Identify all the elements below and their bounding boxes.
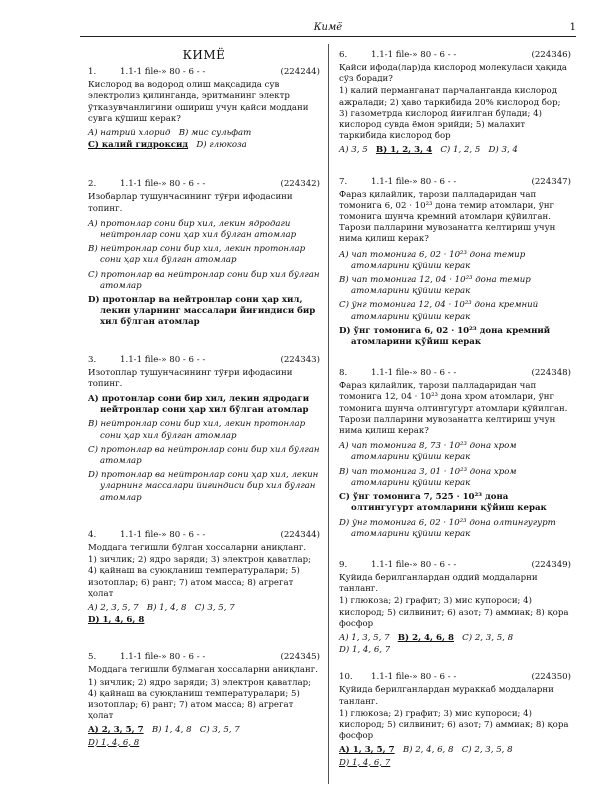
option-b: B) 2, 4, 6, 8: [402, 745, 454, 756]
question-source: 1.1-1 file-» 80 - 6 - -: [371, 50, 457, 60]
question-number: 5.: [88, 652, 97, 663]
option-a: A) натрий хлорид: [88, 128, 171, 139]
question-stem: Қайси ифода(лар)да кислород молекуласи ҳақида сўз боради?: [339, 63, 568, 85]
option-a: A) 2, 3, 5, 7: [88, 725, 144, 736]
option-b: B) чап томонига 12, 04 · 10²³ дона темир атомларини қўйиш керак: [339, 275, 531, 297]
question-number: 8.: [339, 368, 348, 379]
question-items: 1) зичлик; 2) ядро заряди; 3) электрон қаватлар; 4) қайнаш ва суюқланиш температуралари; 5) изотоплар; 6) ранг; 7) атом масса; 8) агрегат ҳолат: [88, 677, 312, 722]
question-source: 1.1-1 file-» 80 - 6 - -: [120, 67, 206, 78]
question-id: (224344): [280, 529, 320, 540]
question-stem: Қуйида берилганлардан мураккаб моддаларни танланг.: [339, 685, 554, 707]
option-d: D) 1, 4, 6, 8: [88, 615, 145, 626]
question-source: 1.1-1 file-» 80 - 6 - -: [371, 368, 457, 379]
question-id: (224346): [531, 50, 571, 60]
question-number: 1.: [88, 67, 97, 78]
question-stem: Изобарлар тушунчасининг тўғри ифодасини топинг.: [88, 192, 293, 214]
option-b: B) 2, 4, 6, 8: [397, 632, 454, 643]
question-id: (224342): [280, 179, 320, 190]
question-id: (224347): [531, 176, 571, 187]
question-stem: Фараз қилайлик, тарози палладаридан чап томонига 12, 04 · 10²³ дона хром атомлари, ўнг томонига шунча олтингугурт атомлари қўйилган. Тарози палларини мувозанатга келтириш учун нима қилиш керак?: [339, 381, 568, 437]
right-column: [339, 50, 571, 769]
option-d: D) 1, 4, 6, 7: [339, 757, 391, 768]
question-source: 1.1-1 file-» 80 - 6 - -: [120, 354, 206, 365]
question-10: [339, 672, 571, 768]
question-id: (224348): [531, 368, 571, 379]
option-a: A) протонлар сони бир хил, лекин ядродаги нейтронлар сони ҳар хил бўлган атомлар: [88, 218, 297, 241]
question-stem: Моддага тегишли бўлмаган хоссаларни аниқланг.: [88, 665, 318, 676]
option-c: C) 3, 5, 7: [194, 602, 235, 613]
option-c: C) ўнг томонига 7, 525 · 10²³ дона олтингугурт атомларини қўйиш керак: [339, 492, 547, 514]
option-a: A) чап томонига 8, 73 · 10²³ дона хром атомларини қўйиш керак: [339, 441, 517, 463]
question-number: 2.: [88, 179, 97, 190]
question-source: 1.1-1 file-» 80 - 6 - -: [120, 652, 206, 663]
option-b: B) мис сульфат: [178, 128, 252, 139]
option-c: C) протонлар ва нейтронлар сони бир хил бўлган атомлар: [88, 269, 320, 291]
option-b: B) нейтронлар сони бир хил, лекин протонлар сони ҳар хил бўлган атомлар: [88, 244, 306, 266]
option-d: D) ўнг томонига 6, 02 · 10²³ дона олтингугурт атомларини қўйиш керак: [339, 517, 556, 539]
option-b: B) нейтронлар сони бир хил, лекин протонлар сони ҳар хил бўлган атомлар: [88, 419, 306, 441]
question-id: (224244): [280, 67, 320, 78]
question-source: 1.1-1 file-» 80 - 6 - -: [371, 559, 457, 570]
option-c: C) 2, 3, 5, 8: [461, 745, 513, 756]
page-header: [80, 22, 576, 37]
left-column: [88, 50, 320, 749]
option-a: A) 2, 3, 5, 7: [88, 602, 139, 613]
option-a: A) 1, 3, 5, 7: [339, 632, 390, 643]
question-number: 3.: [88, 354, 97, 365]
question-items: 1) глюкоза; 2) графит; 3) мис купороси; 4) кислород; 5) силвинит; 6) азот; 7) аммиак; 8) қора фосфор: [339, 708, 569, 742]
question-number: 7.: [339, 176, 348, 187]
question-stem: Кислород ва водород олиш мақсадида сув электролиз қилинганда, эритманинг электр ўтказувчанлигини ошириш учун қайси моддани сувга қўшиш керак?: [88, 80, 309, 124]
question-stem: Қуйида берилганлардан оддий моддаларни танланг.: [339, 572, 538, 595]
option-d: D) 1, 4, 6, 8: [88, 737, 140, 748]
option-d: D) протонлар ва нейтронлар сони ҳар хил, лекин уларнинг массалари йиғиндиси бир хил бўлган атомлар: [88, 470, 319, 503]
option-c: C) 1, 2, 5: [440, 145, 481, 156]
question-6: [339, 50, 571, 157]
question-5: [88, 652, 320, 748]
option-c: C) 2, 3, 5, 8: [462, 632, 514, 643]
option-b: B) 1, 4, 8: [151, 725, 192, 736]
option-c: C) калий гидроксид: [88, 140, 189, 151]
question-1: [88, 67, 320, 151]
question-id: (224345): [280, 652, 320, 663]
question-id: (224343): [280, 354, 320, 365]
question-number: 9.: [339, 559, 348, 570]
column-divider: [328, 44, 329, 784]
question-9: [339, 560, 571, 656]
question-source: 1.1-1 file-» 80 - 6 - -: [371, 176, 457, 187]
question-4: [88, 530, 320, 626]
header-title: Кимё: [313, 22, 343, 33]
question-items: 1) калий перманганат парчаланганда кислород ажралади; 2) ҳаво таркибида 20% кислород бор; 3) газометрда кислород йиғилган бўлади; 4) кислород сувда ёмон эрийди; 5) малахит таркибида кислород бор: [339, 86, 561, 142]
option-b: B) 1, 2, 3, 4: [375, 145, 433, 156]
option-c: C) протонлар ва нейтронлар сони бир хил бўлган атомлар: [88, 444, 320, 467]
option-a: A) 3, 5: [339, 145, 368, 156]
question-number: 4.: [88, 529, 97, 540]
option-d: D) 1, 4, 6, 7: [339, 645, 391, 656]
question-7: [339, 177, 571, 349]
question-items: 1) глюкоза; 2) графит; 3) мис купороси; 4) кислород; 5) силвинит; 6) азот; 7) аммиак; 8) қора фосфор: [339, 596, 569, 629]
option-d: D) ўнг томонига 6, 02 · 10²³ дона кремний атомларини қўйиш керак: [339, 325, 551, 348]
option-c: C) 3, 5, 7: [199, 725, 240, 736]
question-id: (224350): [531, 672, 571, 683]
question-items: 1) зичлик; 2) ядро заряди; 3) электрон қаватлар; 4) қайнаш ва суюқланиш температуралари; 5) изотоплар; 6) ранг; 7) атом масса; 8) агрегат ҳолат: [88, 555, 312, 599]
question-source: 1.1-1 file-» 80 - 6 - -: [120, 529, 206, 540]
question-number: 6.: [339, 50, 348, 60]
option-d: D) протонлар ва нейтронлар сони ҳар хил, лекин уларнинг массалари йиғиндиси бир хил бўлган атомлар: [88, 295, 316, 328]
question-stem: Изотоплар тушунчасининг тўғри ифодасини топинг.: [88, 367, 293, 389]
question-stem: Фараз қилайлик, тарози палладаридан чап томонига 6, 02 · 10²³ дона темир атомлари, ўнг томонига шунча кремний атомлари қўйилган. Тарози палларини мувозанатга келтириш учун нима қилиш керак?: [339, 189, 556, 245]
question-8: [339, 368, 571, 540]
section-title: КИМЁ: [182, 48, 226, 62]
question-3: [88, 355, 320, 504]
question-number: 10.: [339, 672, 353, 683]
question-source: 1.1-1 file-» 80 - 6 - -: [371, 672, 457, 683]
option-a: A) протонлар сони бир хил, лекин ядродаги нейтронлар сони ҳар хил бўлган атомлар: [88, 394, 310, 416]
option-a: A) 1, 3, 5, 7: [339, 745, 395, 756]
option-b: B) 1, 4, 8: [146, 602, 187, 613]
question-2: [88, 179, 320, 328]
option-c: C) ўнг томонига 12, 04 · 10²³ дона кремний атомларини қўйиш керак: [339, 300, 539, 322]
option-d: D) 3, 4: [488, 145, 518, 156]
question-source: 1.1-1 file-» 80 - 6 - -: [120, 179, 206, 190]
option-b: B) чап томонига 3, 01 · 10²³ дона хром атомларини қўйиш керак: [339, 466, 517, 488]
option-d: D) глюкоза: [196, 140, 247, 151]
option-a: A) чап томонига 6, 02 · 10²³ дона темир атомларини қўйиш керак: [339, 249, 526, 271]
question-stem: Моддага тегишли бўлган хоссаларни аниқланг.: [88, 542, 307, 553]
page-number: 1: [569, 22, 576, 33]
question-id: (224349): [531, 559, 571, 570]
